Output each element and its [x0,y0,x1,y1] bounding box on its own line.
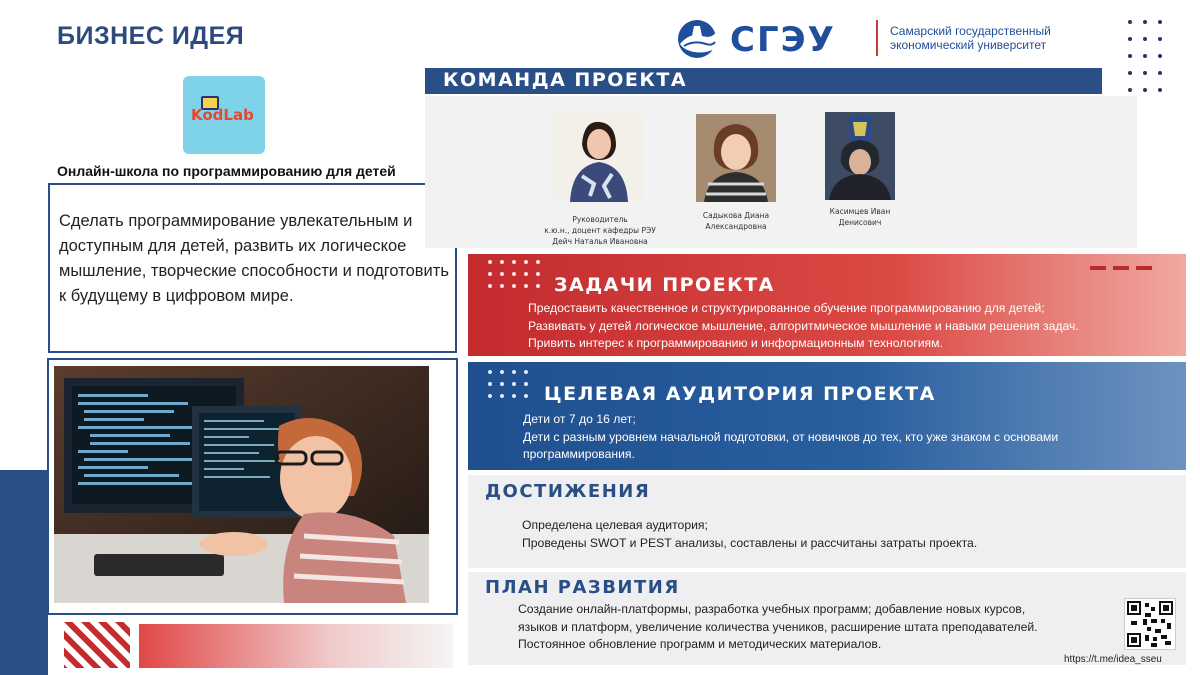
achievement-item: Проведены SWOT и PEST анализы, составлены и рассчитаны затраты проекта. [522,535,978,550]
achievements-title: ДОСТИЖЕНИЯ [485,481,651,502]
member-name: Садыкова Диана [702,211,770,220]
kodlab-logo [183,76,265,154]
achievements-list [522,517,977,552]
achievement-item: Определена целевая аудитория; [522,518,708,532]
university-emblem-icon [672,18,722,60]
member-name: Касимцев Иван [829,207,891,216]
university-abbreviation: СГЭУ [730,20,836,60]
decorative-dots [1128,20,1162,92]
member-position: к.ю.н., доцент кафедры РЭУ [544,226,656,235]
decorative-dots [488,260,540,288]
university-name-line: Самарский государственный [890,24,1051,38]
project-goal: Сделать программирование увлекательным и доступным для детей, развить их логическое мышление, творческие способности и подготовить к будущему в цифровом мире. [59,212,449,305]
member-name: Александровна [705,222,767,231]
illustration-frame [47,358,458,615]
achievements-section [468,475,1186,568]
member-role: Руководитель [572,215,628,224]
member-photo-leader [554,114,644,202]
plan-list [518,601,1038,654]
task-item: Предоставить качественное и структурированное обучение программированию для детей; [528,301,1045,315]
team-panel [425,96,1137,248]
member-caption [525,214,675,247]
qr-code-icon[interactable] [1124,598,1176,650]
decorative-dots [488,370,528,398]
task-item: Привить интерес к программированию и информационным технологиям. [528,336,943,350]
tasks-section [468,254,1186,356]
project-subtitle: Онлайн-школа по программированию для детей [57,163,396,179]
member-photo-sadykova [696,114,776,202]
decorative-dashes [1090,266,1152,270]
task-item: Развивать у детей логическое мышление, алгоритмическое мышление и навыки решения задач. [528,318,1079,333]
university-logo [672,18,872,60]
plan-section [468,572,1186,665]
page-title: БИЗНЕС ИДЕЯ [57,22,245,50]
decorative-panel [0,470,48,675]
telegram-link[interactable]: https://t.me/idea_sseu [1064,654,1162,665]
member-name: Дейч Наталья Ивановна [552,237,648,246]
decorative-stripes [64,622,130,668]
member-caption [805,206,915,228]
member-caption [681,210,791,232]
child-coding-illustration [54,366,429,603]
audience-item: Дети с разным уровнем начальной подготовки, от новичков до тех, кто уже знаком с основами [523,429,1059,444]
team-title: КОМАНДА ПРОЕКТА [443,69,688,91]
audience-section [468,362,1186,470]
tasks-list [528,300,1079,353]
audience-list [523,411,1058,464]
university-full-name [890,24,1110,52]
decorative-gradient-bar [139,624,453,668]
plan-item: Создание онлайн-платформы, разработка учебных программ; добавление новых курсов, [518,602,1026,616]
goal-box [48,183,457,353]
plan-title: ПЛАН РАЗВИТИЯ [485,577,680,598]
plan-item: языков и платформ, увеличение количества учеников, расширение штата преподавателей. [518,619,1038,634]
kodlab-logo-text: KodLab [191,106,254,124]
tasks-title: ЗАДАЧИ ПРОЕКТА [554,274,775,296]
plan-item: Постоянное обновление программ и методических материалов. [518,637,882,651]
logo-divider [876,20,878,56]
member-photo-kasimtsev [825,112,895,200]
audience-title: ЦЕЛЕВАЯ АУДИТОРИЯ ПРОЕКТА [544,383,936,405]
team-header [425,68,1102,94]
audience-item: Дети от 7 до 16 лет; [523,412,636,426]
university-name-line: экономический университет [890,38,1047,52]
audience-item: программирования. [523,447,635,461]
member-name: Денисович [838,218,882,227]
